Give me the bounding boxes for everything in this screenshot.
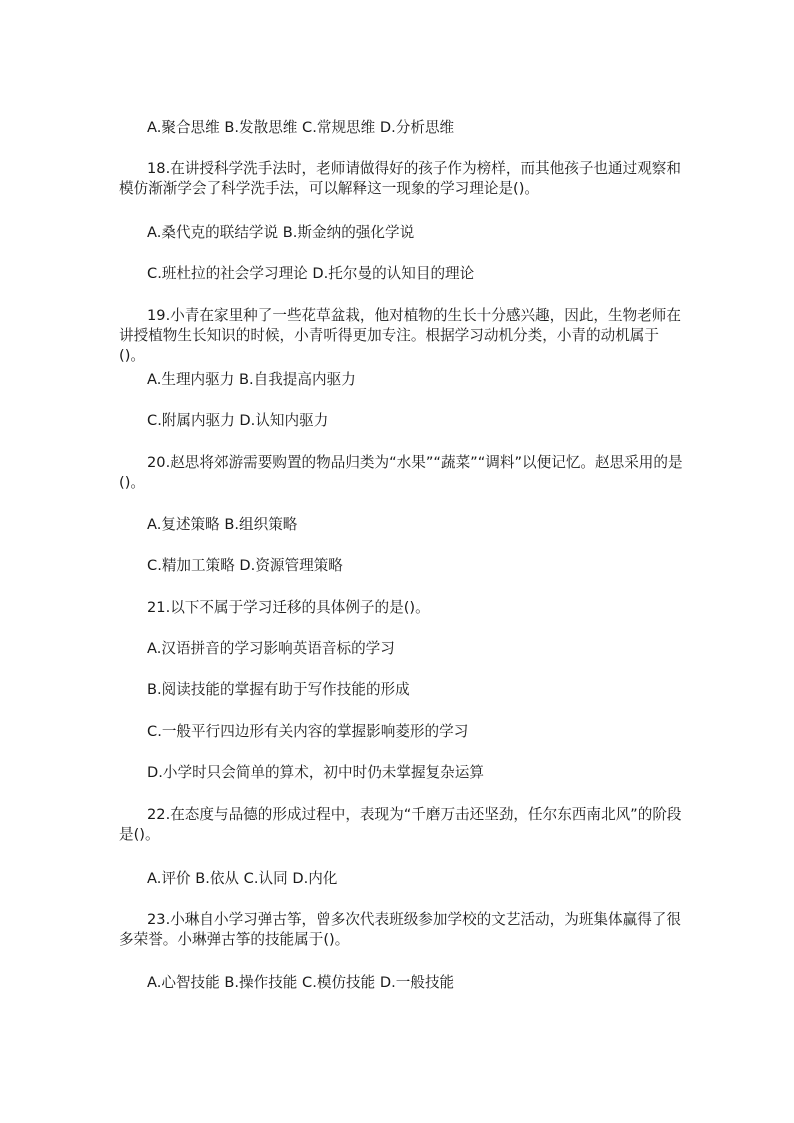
q22-stem: 22.在态度与品德的形成过程中，表现为“千磨万击还坚劲，任尔东西南北风”的阶段是()。 [119,806,682,843]
q23-stem: 23.小琳自小学习弹古筝，曾多次代表班级参加学校的文艺活动，为班集体赢得了很多荣誉。小琳弹古筝的技能属于()。 [119,911,681,948]
q21-option-a: A.汉语拼音的学习影响英语音标的学习 [147,640,395,657]
q19-stem: 19.小青在家里种了一些花草盆栽，他对植物的生长十分感兴趣，因此，生物老师在讲授植物生长知识的时候，小青听得更加专注。根据学习动机分类，小青的动机属于()。 [119,307,681,364]
q21-option-b: B.阅读技能的掌握有助于写作技能的形成 [147,681,410,698]
q17-options: A.聚合思维 B.发散思维 C.常规思维 D.分析思维 [147,119,455,136]
q22-options: A.评价 B.依从 C.认同 D.内化 [147,870,338,887]
q23-options: A.心智技能 B.操作技能 C.模仿技能 D.一般技能 [147,974,455,991]
q19-options-ab: A.生理内驱力 B.自我提高内驱力 [147,371,356,388]
q20-options-cd: C.精加工策略 D.资源管理策略 [147,557,343,574]
q18-options-ab: A.桑代克的联结学说 B.斯金纳的强化学说 [147,224,415,241]
q20-options-ab: A.复述策略 B.组织策略 [147,516,298,533]
q21-option-d: D.小学时只会简单的算术，初中时仍未掌握复杂运算 [147,764,484,781]
q19-options-cd: C.附属内驱力 D.认知内驱力 [147,412,329,429]
q20-stem: 20.赵思将郊游需要购置的物品归类为“水果”“蔬菜”“调料”以便记忆。赵思采用的是()。 [119,454,683,491]
q21-stem: 21.以下不属于学习迁移的具体例子的是()。 [147,599,430,616]
q18-stem: 18.在讲授科学洗手法时，老师请做得好的孩子作为榜样，而其他孩子也通过观察和模仿渐渐学会了科学洗手法，可以解释这一现象的学习理论是()。 [119,160,681,197]
q18-options-cd: C.班杜拉的社会学习理论 D.托尔曼的认知目的理论 [147,265,475,282]
q21-option-c: C.一般平行四边形有关内容的掌握影响菱形的学习 [147,723,469,740]
